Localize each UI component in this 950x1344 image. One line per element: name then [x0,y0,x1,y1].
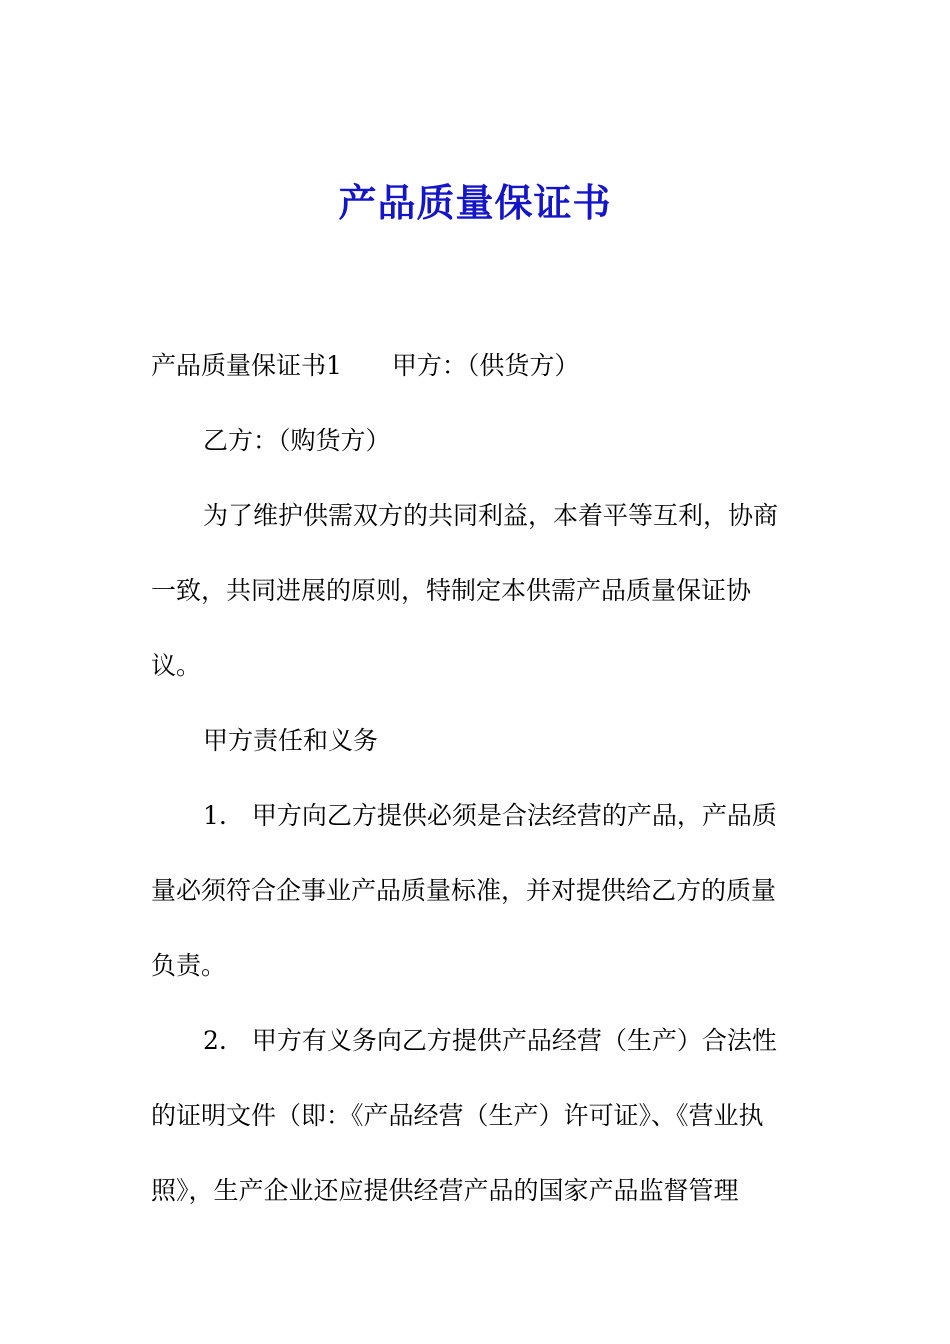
party-a-line: 甲方：（供货方） [391,351,580,380]
heading-line [151,328,791,403]
section-a-heading: 甲方责任和义务 [203,726,379,755]
document-body [151,328,791,1228]
clause-1-paragraph: 1. 甲方向乙方提供必须是合法经营的产品，产品质量必须符合企事业产品质量标准，并对提供给乙方的质量负责。 [151,801,777,980]
heading-label: 产品质量保证书1 [151,351,342,380]
clause-2-paragraph: 2. 甲方有义务向乙方提供产品经营（生产）合法性的证明文件（即：《产品经营（生产）许可证》、《营业执照》，生产企业还应提供经营产品的国家产品监督管理 [151,1026,777,1205]
party-b-line: 乙方：（购货方） [203,426,391,455]
intro-paragraph: 为了维护供需双方的共同利益，本着平等互利，协商一致，共同进展的原则，特制定本供需产品质量保证协议。 [151,501,779,680]
document-title: 产品质量保证书 [338,181,612,225]
